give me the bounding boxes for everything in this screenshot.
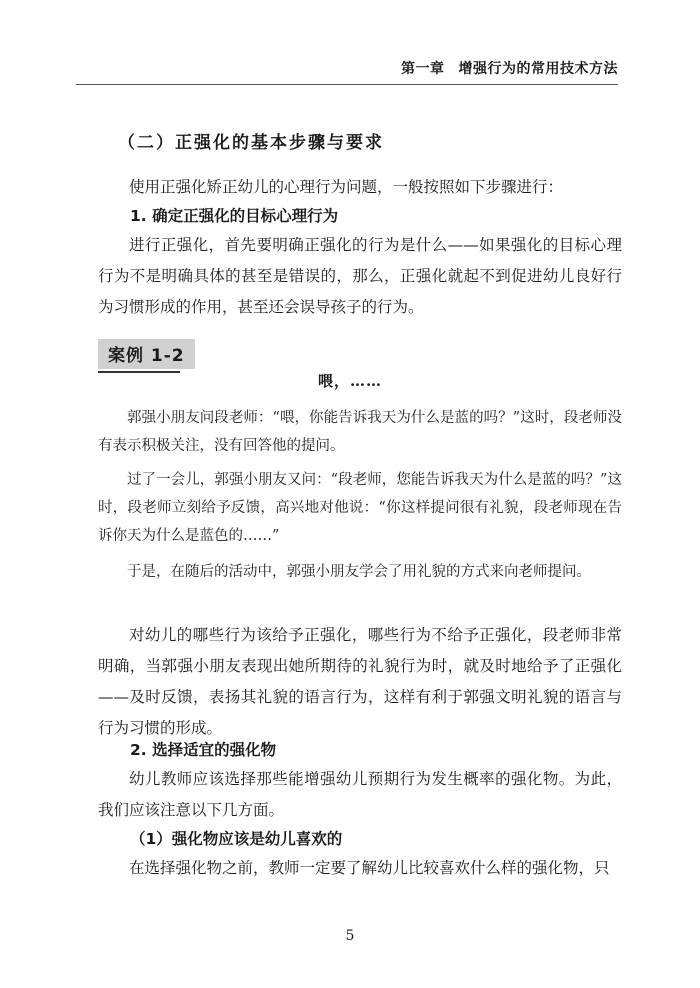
step1-paragraph: 进行正强化，首先要明确正强化的行为是什么——如果强化的目标心理行为不是明确具体的甚至是错误的，那么，正强化就起不到促进幼儿良好行为习惯形成的作用，甚至还会误导孩子的行为。 <box>98 236 622 316</box>
case-paragraph-1: 郭强小朋友问段老师：“喂，你能告诉我天为什么是蓝的吗？”这时，段老师没有表示积极关注，没有回答他的提问。 <box>98 410 622 454</box>
running-head-title: 增强行为的常用技术方法 <box>458 61 618 77</box>
section-heading: （二）正强化的基本步骤与要求 <box>118 133 384 153</box>
header-rule <box>76 84 618 85</box>
page-number: 5 <box>345 928 355 944</box>
running-head-chapter: 第一章 <box>401 61 445 77</box>
running-head <box>401 58 618 78</box>
case-paragraph-2: 过了一会儿，郭强小朋友又问：“段老师，您能告诉我天为什么是蓝的吗？”这时，段老师立刻给予反馈，高兴地对他说：“你这样提问很有礼貌，段老师现在告诉你天为什么是蓝色的……” <box>98 472 622 544</box>
step2-heading: 2. 选择适宜的强化物 <box>130 741 277 759</box>
sub1-heading: （1）强化物应该是幼儿喜欢的 <box>130 830 343 848</box>
case-label: 案例 1-2 <box>98 339 195 369</box>
case-paragraph-3: 于是，在随后的活动中，郭强小朋友学会了用礼貌的方式来向老师提问。 <box>127 564 591 580</box>
sub1-paragraph: 在选择强化物之前，教师一定要了解幼儿比较喜欢什么样的强化物，只 <box>129 859 610 877</box>
analysis-paragraph: 对幼儿的哪些行为该给予正强化，哪些行为不给予正强化，段老师非常明确，当郭强小朋友表现出她所期待的礼貌行为时，就及时地给予了正强化——及时反馈，表扬其礼貌的语言行为，这样有利于郭强文明礼貌的语言与行为习惯的形成。 <box>98 626 622 737</box>
step2-paragraph: 幼儿教师应该选择那些能增强幼儿预期行为发生概率的强化物。为此，我们应该注意以下几方面。 <box>98 770 622 819</box>
case-title: 喂，…… <box>317 372 382 390</box>
intro-paragraph: 使用正强化矫正幼儿的心理行为问题，一般按照如下步骤进行： <box>129 178 564 196</box>
step1-heading: 1. 确定正强化的目标心理行为 <box>130 207 339 225</box>
